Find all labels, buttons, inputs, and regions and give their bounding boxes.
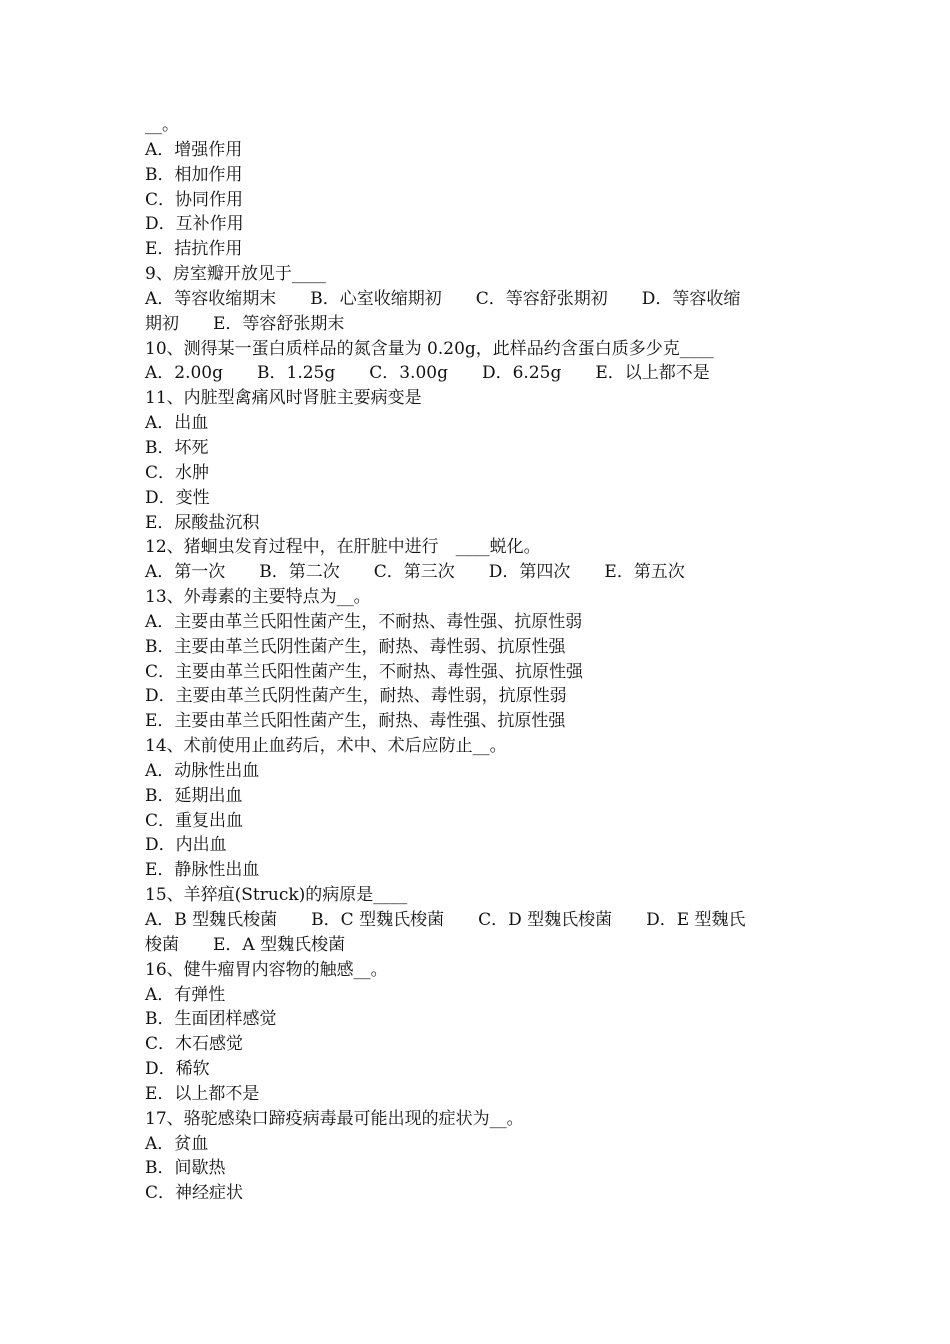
- option-line: A．有弹性: [145, 984, 226, 1005]
- option-line: C．水肿: [145, 462, 210, 483]
- option-line: E．尿酸盐沉积: [145, 512, 260, 533]
- option-line: E．静脉性出血: [145, 860, 260, 881]
- option-line: C．重复出血: [145, 810, 244, 831]
- option-line: A．2.00g B．1.25g C．3.00g D．6.25g E．以上都不是: [145, 363, 710, 384]
- document-body: [145, 113, 815, 1206]
- option-line: 梭菌 E．A 型魏氏梭菌: [145, 934, 346, 955]
- question-16: 16、健牛瘤胃内容物的触感__。: [145, 959, 388, 980]
- option-line: A．出血: [145, 413, 209, 434]
- option-line: 期初 E．等容舒张期末: [145, 313, 345, 334]
- question-13: 13、外毒素的主要特点为__。: [145, 587, 371, 608]
- option-line: D．稀软: [145, 1059, 210, 1080]
- option-line: C．协同作用: [145, 189, 244, 210]
- option-line: D．内出血: [145, 835, 227, 856]
- option-line: C．木石感觉: [145, 1034, 244, 1055]
- question-10: 10、测得某一蛋白质样品的氮含量为 0.20g，此样品约含蛋白质多少克____: [145, 338, 714, 359]
- option-line: B．主要由革兰氏阴性菌产生，耐热、毒性弱、抗原性强: [145, 636, 566, 657]
- option-line: D．主要由革兰氏阴性菌产生，耐热、毒性弱，抗原性弱: [145, 686, 567, 707]
- option-line: A．第一次 B．第二次 C．第三次 D．第四次 E．第五次: [145, 562, 685, 583]
- option-line: C．神经症状: [145, 1183, 244, 1204]
- text-line: __。: [145, 115, 179, 135]
- option-line: A．等容收缩期末 B．心室收缩期初 C．等容舒张期初 D．等容收缩: [145, 288, 741, 309]
- question-11: 11、内脏型禽痛风时肾脏主要病变是: [145, 388, 422, 409]
- option-line: E．主要由革兰氏阳性菌产生，耐热、毒性强、抗原性强: [145, 711, 566, 732]
- option-line: B．延期出血: [145, 785, 243, 806]
- option-line: B．相加作用: [145, 164, 243, 185]
- option-line: B．间歇热: [145, 1158, 226, 1179]
- option-line: D．变性: [145, 487, 210, 508]
- question-14: 14、术前使用止血药后，术中、术后应防止__。: [145, 736, 507, 757]
- option-line: C．主要由革兰氏阳性菌产生，不耐热、毒性强、抗原性强: [145, 661, 584, 682]
- option-line: A．动脉性出血: [145, 760, 260, 781]
- option-line: B．坏死: [145, 437, 209, 458]
- question-9: 9、房室瓣开放见于____: [145, 264, 326, 285]
- option-line: D．互补作用: [145, 214, 244, 235]
- option-line: A．贫血: [145, 1133, 209, 1154]
- option-line: A．增强作用: [145, 139, 243, 160]
- option-line: E．拮抗作用: [145, 239, 243, 260]
- option-line: A．B 型魏氏梭菌 B．C 型魏氏梭菌 C．D 型魏氏梭菌 D．E 型魏氏: [145, 910, 746, 930]
- option-line: A．主要由革兰氏阳性菌产生，不耐热、毒性强、抗原性弱: [145, 611, 583, 632]
- question-12: 12、猪蛔虫发育过程中，在肝脏中进行 ____蜕化。: [145, 537, 541, 558]
- option-line: B．生面团样感觉: [145, 1009, 277, 1030]
- question-15: 15、羊猝疽(Struck)的病原是____: [145, 885, 408, 906]
- question-17: 17、骆驼感染口蹄疫病毒最可能出现的症状为__。: [145, 1108, 524, 1129]
- option-line: E．以上都不是: [145, 1083, 260, 1104]
